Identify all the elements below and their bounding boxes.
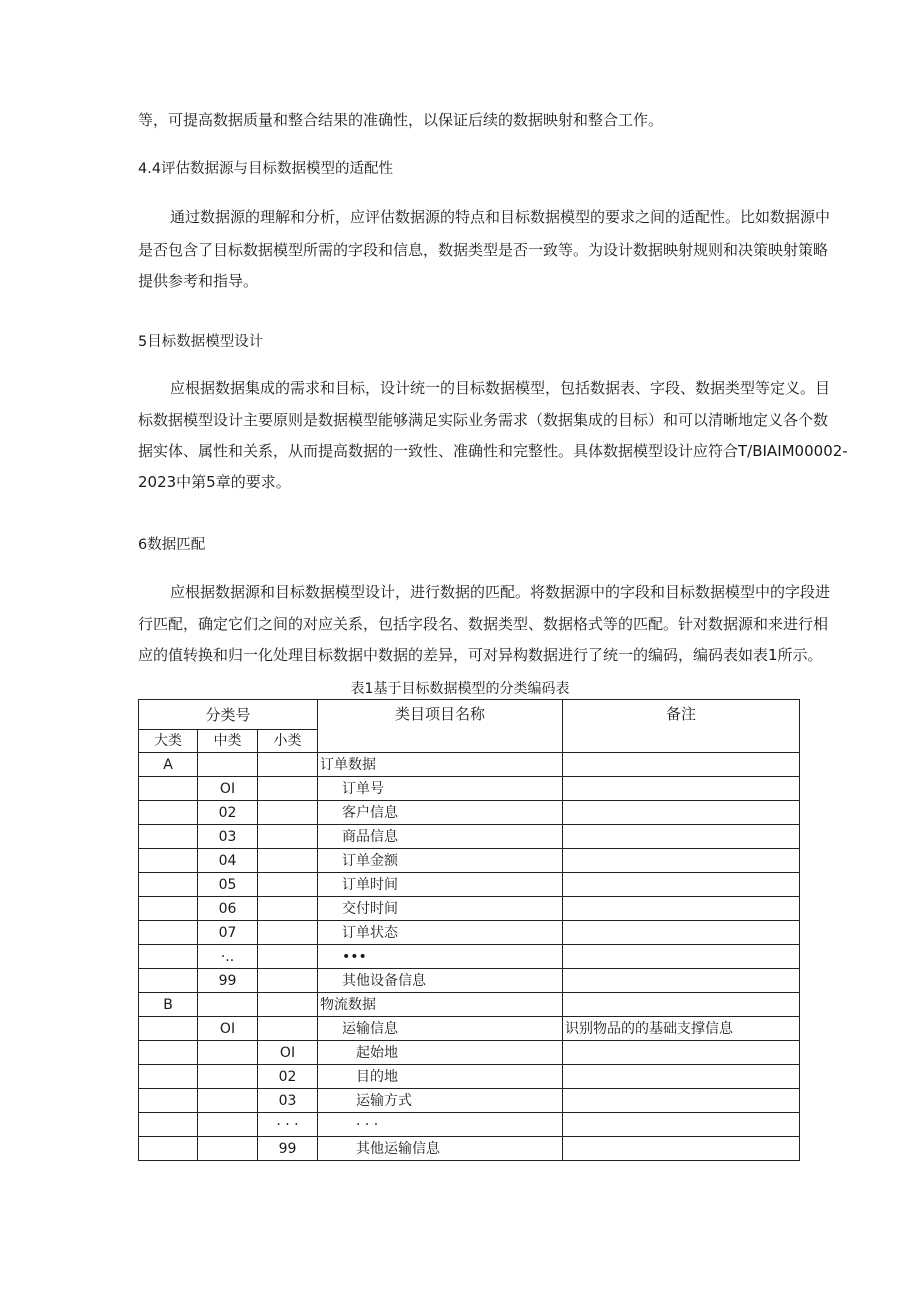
paragraph-line: 据实体、属性和关系，从而提高数据的一致性、准确性和完整性。具体数据模型设计应符合T/BIAIM00002- — [138, 442, 848, 460]
cell-minor — [258, 753, 318, 777]
header-middle: 中类 — [198, 730, 258, 753]
cell-middle: OI — [198, 777, 258, 801]
cell-middle: 99 — [198, 969, 258, 993]
table-row — [139, 993, 800, 1017]
cell-item-name: 物流数据 — [318, 993, 563, 1017]
cell-remark — [563, 945, 800, 969]
cell-middle — [198, 1041, 258, 1065]
cell-middle: 03 — [198, 825, 258, 849]
cell-item-name: 交付时间 — [318, 897, 563, 921]
cell-minor — [258, 945, 318, 969]
table-row — [139, 921, 800, 945]
header-remark: 备注 — [563, 700, 800, 753]
table-row — [139, 1065, 800, 1089]
cell-remark — [563, 825, 800, 849]
cell-major — [139, 945, 198, 969]
cell-minor: 03 — [258, 1089, 318, 1113]
paragraph-line: 等，可提高数据质量和整合结果的准确性，以保证后续的数据映射和整合工作。 — [138, 111, 664, 129]
cell-middle — [198, 1089, 258, 1113]
table-row — [139, 873, 800, 897]
classification-code-table — [138, 699, 800, 1161]
cell-item-name: 客户信息 — [318, 801, 563, 825]
cell-middle — [198, 1137, 258, 1161]
cell-minor: · · · — [258, 1113, 318, 1137]
cell-remark — [563, 1041, 800, 1065]
cell-minor — [258, 849, 318, 873]
cell-major — [139, 801, 198, 825]
cell-item-name: 订单时间 — [318, 873, 563, 897]
paragraph-line: 是否包含了目标数据模型所需的字段和信息，数据类型是否一致等。为设计数据映射规则和决策映射策略 — [138, 241, 829, 259]
cell-minor — [258, 993, 318, 1017]
cell-remark — [563, 849, 800, 873]
table-row — [139, 1137, 800, 1161]
cell-major — [139, 921, 198, 945]
header-major: 大类 — [139, 730, 198, 753]
paragraph-line: 应根据数据源和目标数据模型设计，进行数据的匹配。将数据源中的字段和目标数据模型中的字段进 — [170, 583, 831, 601]
cell-major — [139, 897, 198, 921]
table-row — [139, 1041, 800, 1065]
cell-remark: 识别物品的的基础支撑信息 — [563, 1017, 800, 1041]
table-row — [139, 1089, 800, 1113]
cell-middle — [198, 993, 258, 1017]
cell-remark — [563, 897, 800, 921]
cell-item-name: 订单号 — [318, 777, 563, 801]
cell-item-name: 订单金额 — [318, 849, 563, 873]
cell-major — [139, 1017, 198, 1041]
table-row — [139, 897, 800, 921]
cell-item-name: 目的地 — [318, 1065, 563, 1089]
cell-middle — [198, 1065, 258, 1089]
cell-major: B — [139, 993, 198, 1017]
cell-item-name: 订单状态 — [318, 921, 563, 945]
paragraph-line: 应根据数据集成的需求和目标，设计统一的目标数据模型，包括数据表、字段、数据类型等定义。目 — [170, 379, 831, 397]
cell-remark — [563, 993, 800, 1017]
cell-major — [139, 969, 198, 993]
cell-minor — [258, 921, 318, 945]
table-row — [139, 801, 800, 825]
cell-item-name: · · · — [318, 1113, 563, 1137]
cell-item-name: 运输方式 — [318, 1089, 563, 1113]
cell-major: A — [139, 753, 198, 777]
cell-minor — [258, 777, 318, 801]
paragraph-line: 提供参考和指导。 — [138, 272, 259, 290]
paragraph-line: 2023中第5章的要求。 — [138, 473, 291, 491]
paragraph-line: 应的值转换和归一化处理目标数据中数据的差异，可对异构数据进行了统一的编码，编码表如表1所示。 — [138, 646, 823, 664]
section-heading-4-4: 4.4评估数据源与目标数据模型的适配性 — [138, 161, 394, 177]
cell-minor: 02 — [258, 1065, 318, 1089]
cell-minor: 99 — [258, 1137, 318, 1161]
cell-item-name: 其他运输信息 — [318, 1137, 563, 1161]
paragraph-line: 标数据模型设计主要原则是数据模型能够满足实际业务需求（数据集成的目标）和可以清晰地定义各个数 — [138, 411, 829, 429]
header-item-name: 类目项目名称 — [318, 700, 563, 753]
table-row — [139, 849, 800, 873]
table-caption: 表1基于目标数据模型的分类编码表 — [350, 681, 570, 697]
table-row — [139, 777, 800, 801]
cell-major — [139, 1137, 198, 1161]
table-row — [139, 825, 800, 849]
cell-minor — [258, 801, 318, 825]
section-heading-6: 6数据匹配 — [138, 537, 206, 553]
cell-major — [139, 1041, 198, 1065]
cell-middle: 06 — [198, 897, 258, 921]
header-classification: 分类号 — [139, 700, 318, 730]
cell-remark — [563, 873, 800, 897]
cell-item-name: 订单数据 — [318, 753, 563, 777]
cell-minor — [258, 1017, 318, 1041]
cell-minor — [258, 897, 318, 921]
cell-minor — [258, 969, 318, 993]
paragraph-line: 通过数据源的理解和分析，应评估数据源的特点和目标数据模型的要求之间的适配性。比如数据源中 — [170, 208, 831, 226]
cell-middle — [198, 753, 258, 777]
cell-middle: ·.. — [198, 945, 258, 969]
cell-major — [139, 777, 198, 801]
table-row — [139, 753, 800, 777]
cell-minor — [258, 825, 318, 849]
cell-major — [139, 1089, 198, 1113]
cell-remark — [563, 1137, 800, 1161]
cell-remark — [563, 921, 800, 945]
cell-major — [139, 1113, 198, 1137]
table-row — [139, 1113, 800, 1137]
cell-middle — [198, 1113, 258, 1137]
cell-middle: 05 — [198, 873, 258, 897]
cell-item-name: 其他设备信息 — [318, 969, 563, 993]
cell-remark — [563, 969, 800, 993]
cell-item-name: 商品信息 — [318, 825, 563, 849]
table-row — [139, 969, 800, 993]
table-row — [139, 1017, 800, 1041]
cell-middle: OI — [198, 1017, 258, 1041]
cell-item-name: ••• — [318, 945, 563, 969]
cell-minor: OI — [258, 1041, 318, 1065]
cell-major — [139, 825, 198, 849]
cell-major — [139, 1065, 198, 1089]
cell-middle: 02 — [198, 801, 258, 825]
cell-remark — [563, 753, 800, 777]
cell-item-name: 运输信息 — [318, 1017, 563, 1041]
table-row — [139, 945, 800, 969]
cell-item-name: 起始地 — [318, 1041, 563, 1065]
cell-remark — [563, 801, 800, 825]
cell-minor — [258, 873, 318, 897]
paragraph-line: 行匹配，确定它们之间的对应关系，包括字段名、数据类型、数据格式等的匹配。针对数据源和来进行相 — [138, 615, 829, 633]
cell-remark — [563, 1065, 800, 1089]
header-minor: 小类 — [258, 730, 318, 753]
cell-major — [139, 873, 198, 897]
cell-remark — [563, 1113, 800, 1137]
section-heading-5: 5目标数据模型设计 — [138, 334, 264, 350]
cell-middle: 04 — [198, 849, 258, 873]
cell-middle: 07 — [198, 921, 258, 945]
cell-major — [139, 849, 198, 873]
cell-remark — [563, 777, 800, 801]
table-header-row — [139, 700, 800, 730]
cell-remark — [563, 1089, 800, 1113]
